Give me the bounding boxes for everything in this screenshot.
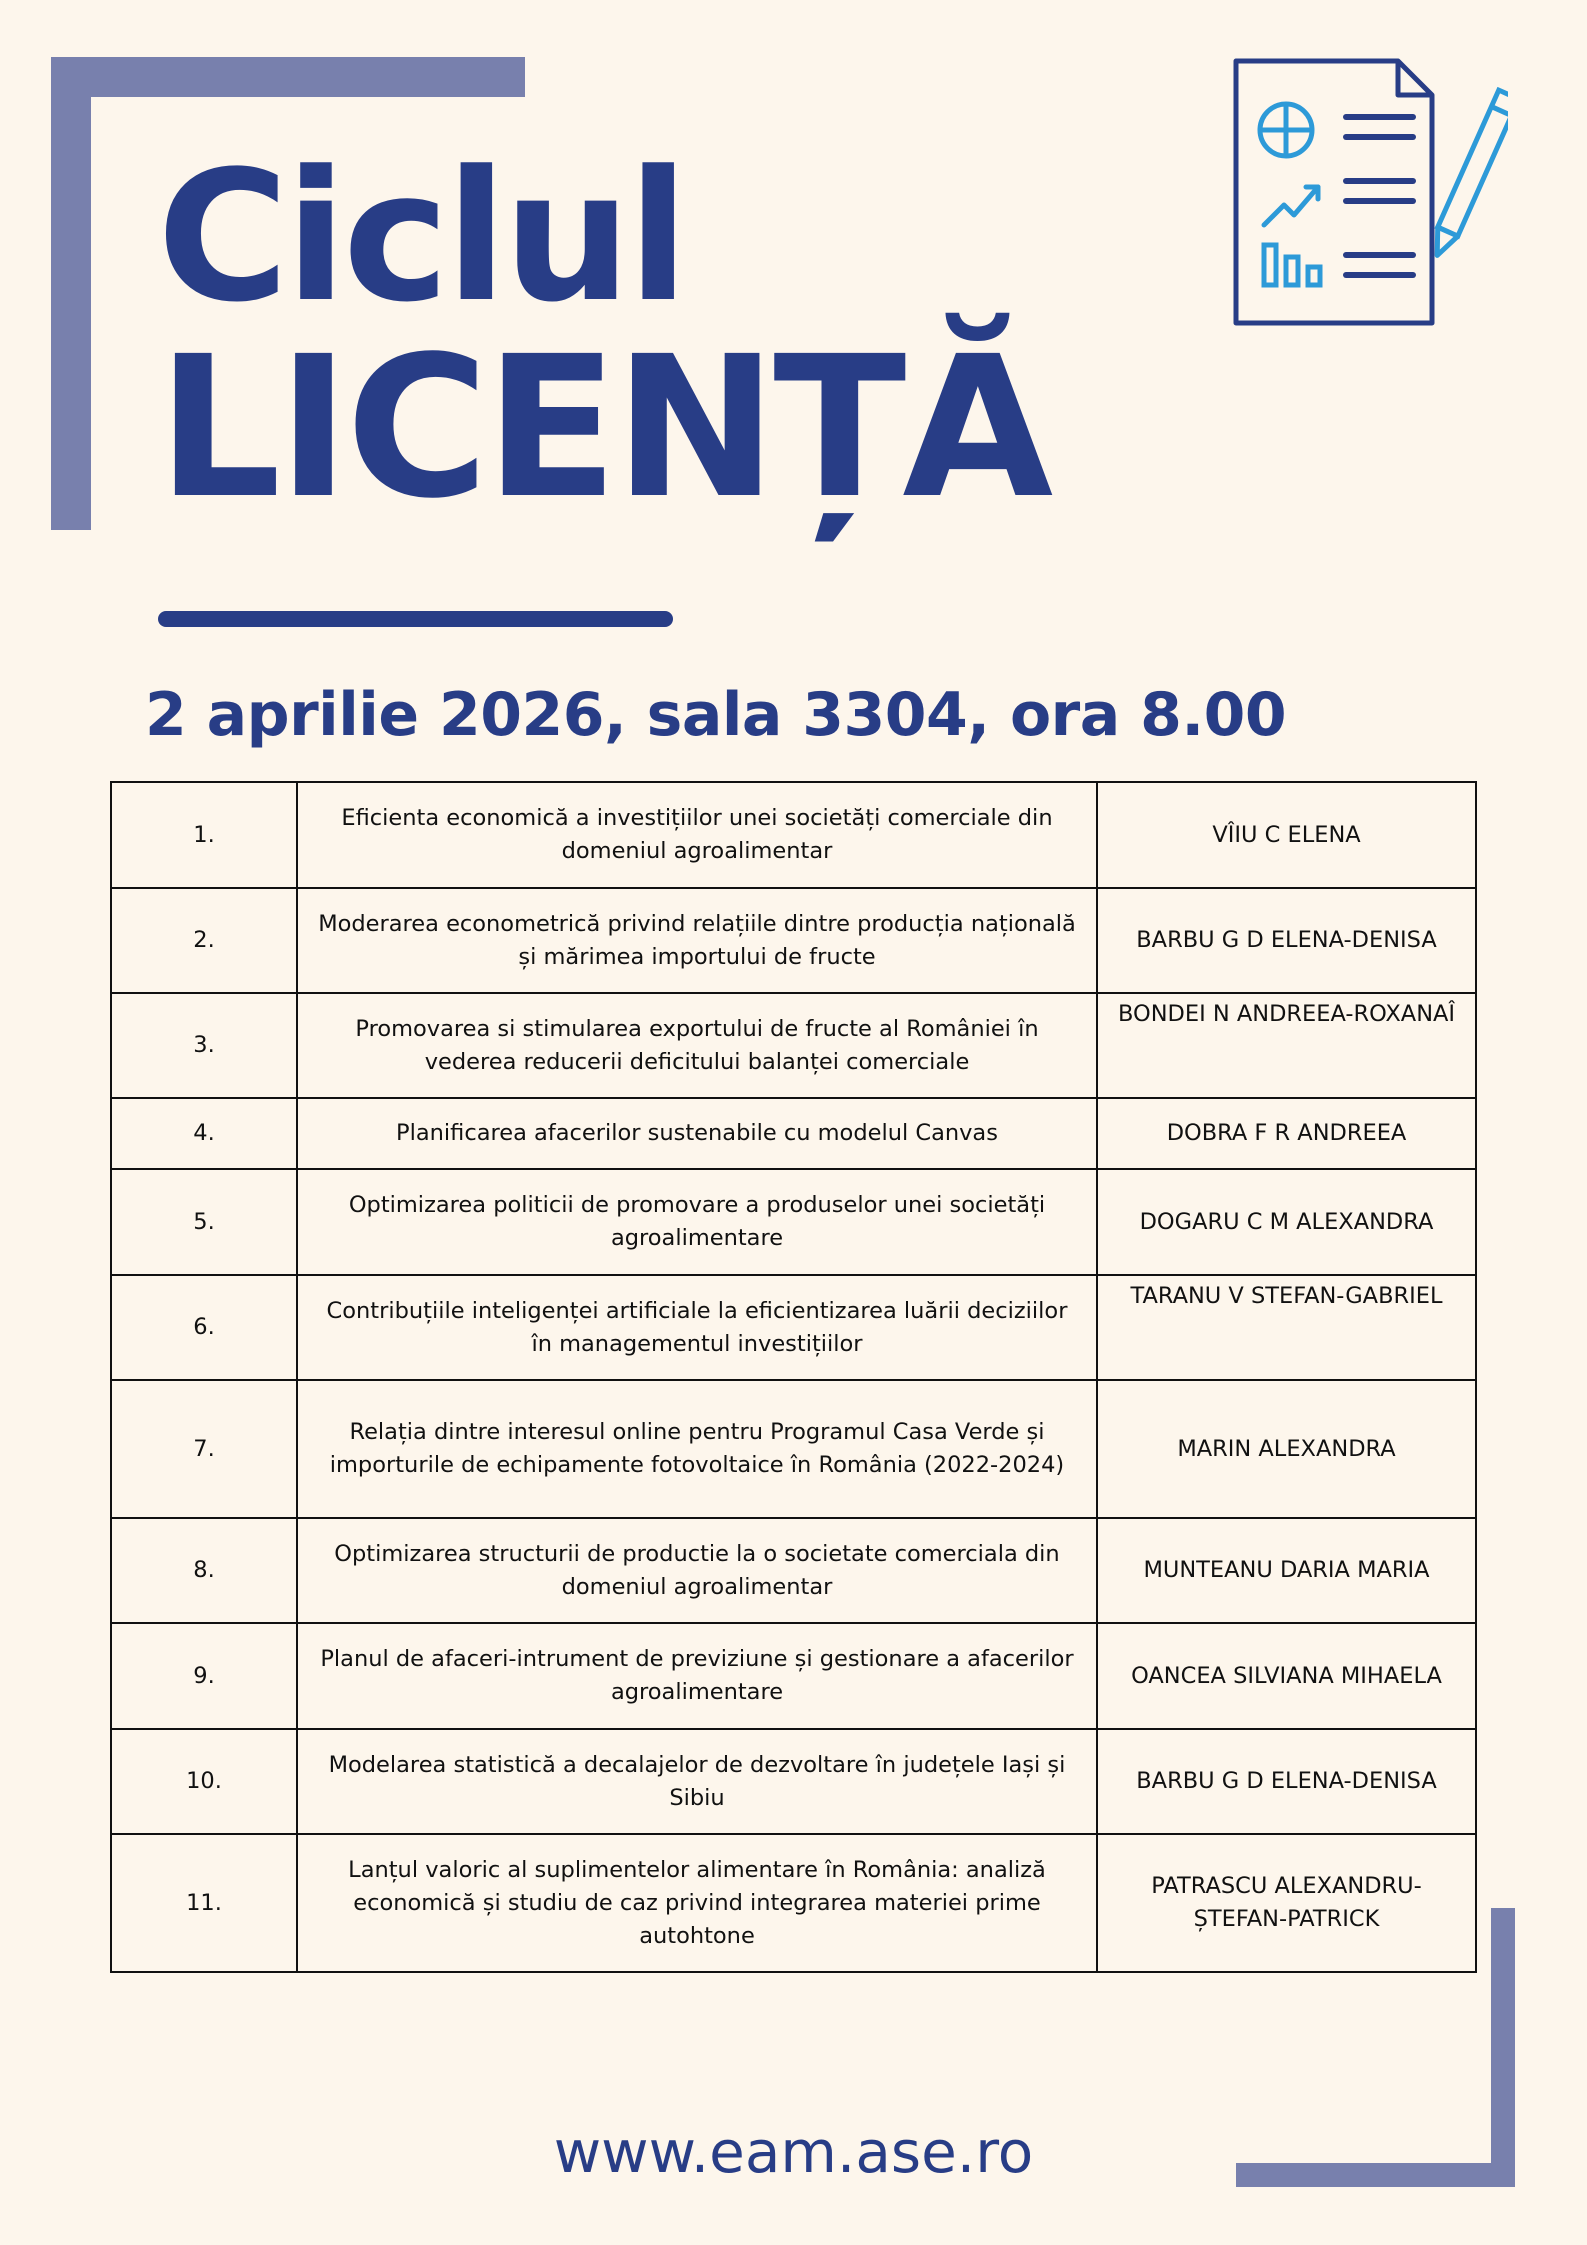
title-line-2: LICENȚĂ [157,314,1050,541]
table-row [111,1380,1476,1518]
row-number: 8. [111,1518,297,1623]
row-number: 11. [111,1834,297,1972]
table-row [111,1834,1476,1972]
student-name: BARBU G D ELENA-DENISA [1097,1729,1476,1834]
table-row [111,782,1476,888]
thesis-title: Planificarea afacerilor sustenabile cu modelul Canvas [297,1098,1097,1169]
row-number: 6. [111,1275,297,1380]
corner-bracket-top-left-horizontal [51,57,525,97]
thesis-title: Lanțul valoric al suplimentelor alimentare în România: analiză economică și studiu de caz privind integrarea materiei prime autohtone [297,1834,1097,1972]
row-number: 10. [111,1729,297,1834]
thesis-title: Contribuțiile inteligenței artificiale la eficientizarea luării deciziilor în managementul investițiilor [297,1275,1097,1380]
table-row [111,993,1476,1098]
thesis-title: Eficienta economică a investițiilor unei societăți comerciale din domeniul agroalimentar [297,782,1097,888]
row-number: 3. [111,993,297,1098]
website-link[interactable]: www.eam.ase.ro [553,2118,1034,2186]
thesis-schedule-table [110,781,1477,1973]
student-name: TARANU V STEFAN-GABRIEL [1097,1275,1476,1380]
student-name: VÎIU C ELENA [1097,782,1476,888]
thesis-title: Modelarea statistică a decalajelor de dezvoltare în județele Iași și Sibiu [297,1729,1097,1834]
table-row [111,1518,1476,1623]
student-name: DOGARU C M ALEXANDRA [1097,1169,1476,1275]
row-number: 2. [111,888,297,993]
table-row [111,1623,1476,1729]
thesis-title: Promovarea si stimularea exportului de fructe al României în vederea reducerii deficitului balanței comerciale [297,993,1097,1098]
student-name: BARBU G D ELENA-DENISA [1097,888,1476,993]
corner-bracket-top-left-vertical [51,57,91,530]
table-row [111,1729,1476,1834]
thesis-title: Optimizarea politicii de promovare a produselor unei societăți agroalimentare [297,1169,1097,1275]
row-number: 7. [111,1380,297,1518]
student-name: MARIN ALEXANDRA [1097,1380,1476,1518]
thesis-title: Optimizarea structurii de productie la o societate comerciala din domeniul agroalimentar [297,1518,1097,1623]
table-row [111,1098,1476,1169]
row-number: 5. [111,1169,297,1275]
report-document-icon [1228,55,1508,340]
student-name: OANCEA SILVIANA MIHAELA [1097,1623,1476,1729]
table-row [111,888,1476,993]
table-row [111,1169,1476,1275]
student-name: PATRASCU ALEXANDRU-ȘTEFAN-PATRICK [1097,1834,1476,1972]
student-name: MUNTEANU DARIA MARIA [1097,1518,1476,1623]
thesis-title: Moderarea econometrică privind relațiile dintre producția națională și mărimea importului de fructe [297,888,1097,993]
table-row [111,1275,1476,1380]
thesis-title: Planul de afaceri-intrument de previziune și gestionare a afacerilor agroalimentare [297,1623,1097,1729]
row-number: 9. [111,1623,297,1729]
title-underline [158,611,673,627]
title-line-1: Ciclul [157,133,686,342]
event-date-location: 2 aprilie 2026, sala 3304, ora 8.00 [145,680,1287,750]
thesis-title: Relația dintre interesul online pentru Programul Casa Verde și importurile de echipamente fotovoltaice în România (2022-2024) [297,1380,1097,1518]
student-name: DOBRA F R ANDREEA [1097,1098,1476,1169]
student-name: BONDEI N ANDREEA-ROXANAÎ [1097,993,1476,1098]
row-number: 4. [111,1098,297,1169]
row-number: 1. [111,782,297,888]
